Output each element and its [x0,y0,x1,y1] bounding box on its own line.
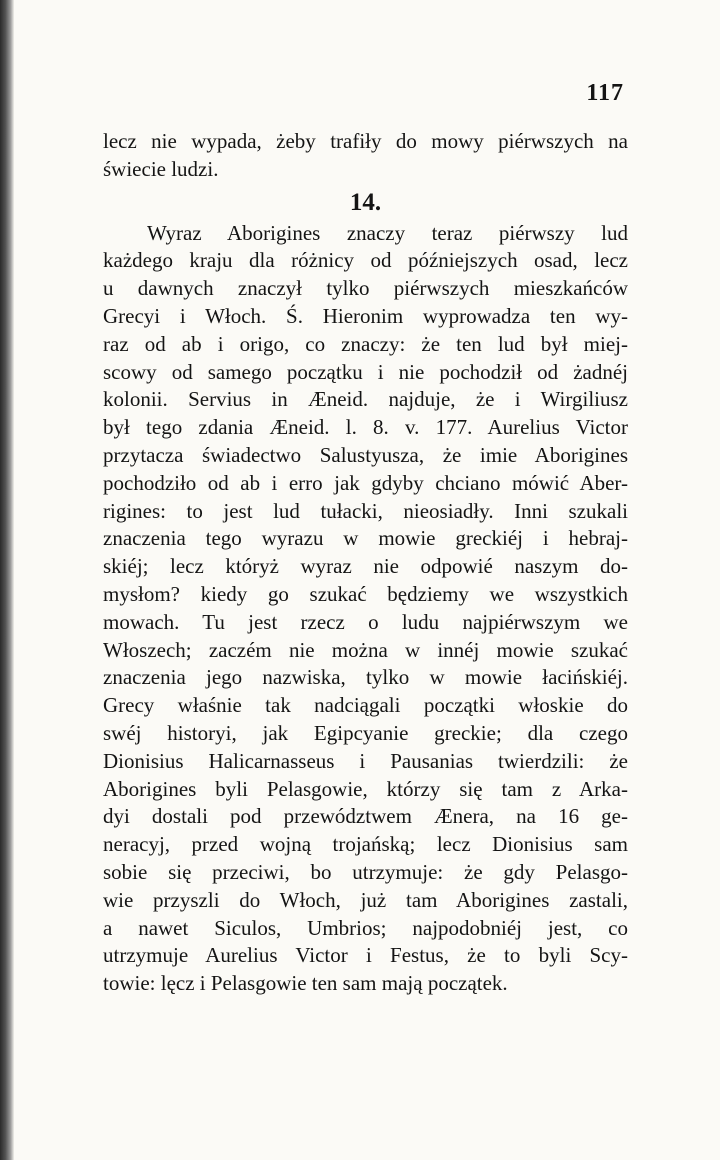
text-line: sobie się przeciwi, bo utrzymuje: że gdy Pelasgo- [103,859,628,884]
text-line: świecie ludzi. [103,156,219,181]
text-line: u dawnych znaczył tylko piérwszych mieszkańców [103,276,628,301]
text-line: mysłom? kiedy go szukać będziemy we wszystkich [103,581,628,606]
page-body [103,128,628,998]
text-line: znaczenia jego nazwiska, tylko w mowie łacińskiéj. [103,665,628,690]
text-line: raz od ab i origo, co znaczy: że ten lud był miej- [103,331,628,356]
text-line: utrzymuje Aurelius Victor i Festus, że to byli Scy- [103,943,628,968]
text-line: każdego kraju dla różnicy od późniejszych osad, lecz [103,248,628,273]
section-heading: 14. [349,188,382,216]
text-line: swéj historyi, jak Egipcyanie greckie; dla czego [103,720,628,745]
text-line: Aborigines byli Pelasgowie, którzy się tam z Arka- [103,776,628,801]
text-line: lecz nie wypada, żeby trafiły do mowy piérwszych na [103,129,628,153]
text-line: Grecyi i Włoch. Ś. Hieronim wyprowadza ten wy- [103,303,628,328]
text-line: neracyj, przed wojną trojańską; lecz Dionisius sam [103,832,628,857]
text-line: towie: lęcz i Pelasgowie ten sam mają początek. [103,971,508,996]
text-line: był tego zdania Æneid. l. 8. v. 177. Aurelius Victor [103,415,628,440]
text-line: rigines: to jest lud tułacki, nieosiadły. Inni szukali [103,498,628,523]
book-spine-shadow [0,0,14,1160]
text-line: pochodziło od ab i erro jak gdyby chciano mówić Aber- [103,470,628,495]
text-line: przytacza świadectwo Salustyusza, że imie Aborigines [103,442,628,467]
text-line: kolonii. Servius in Æneid. najduje, że i Wirgiliusz [103,387,628,412]
text-line: znaczenia tego wyrazu w mowie greckiéj i hebraj- [103,526,628,551]
text-line: Wyraz Aborigines znaczy teraz piérwszy lud [147,220,628,245]
text-line: dyi dostali pod przewództwem Ænera, na 16 ge- [103,804,628,829]
text-line: Włoszech; zaczém nie można w innéj mowie szukać [103,637,628,662]
text-line: Dionisius Halicarnasseus i Pausanias twierdzili: że [103,748,628,773]
text-line: a nawet Siculos, Umbrios; najpodobniéj jest, co [103,915,628,940]
text-line: wie przyszli do Włoch, już tam Aborigines zastali, [103,887,628,912]
text-line: skiéj; lecz któryż wyraz nie odpowié naszym do- [103,554,628,579]
text-line: mowach. Tu jest rzecz o ludu najpiérwszym we [103,609,628,634]
text-line: Grecy właśnie tak nadciągali początki włoskie do [103,693,628,718]
text-line: scowy od samego początku i nie pochodził od żadnéj [103,359,628,384]
page-number: 117 [586,80,624,106]
